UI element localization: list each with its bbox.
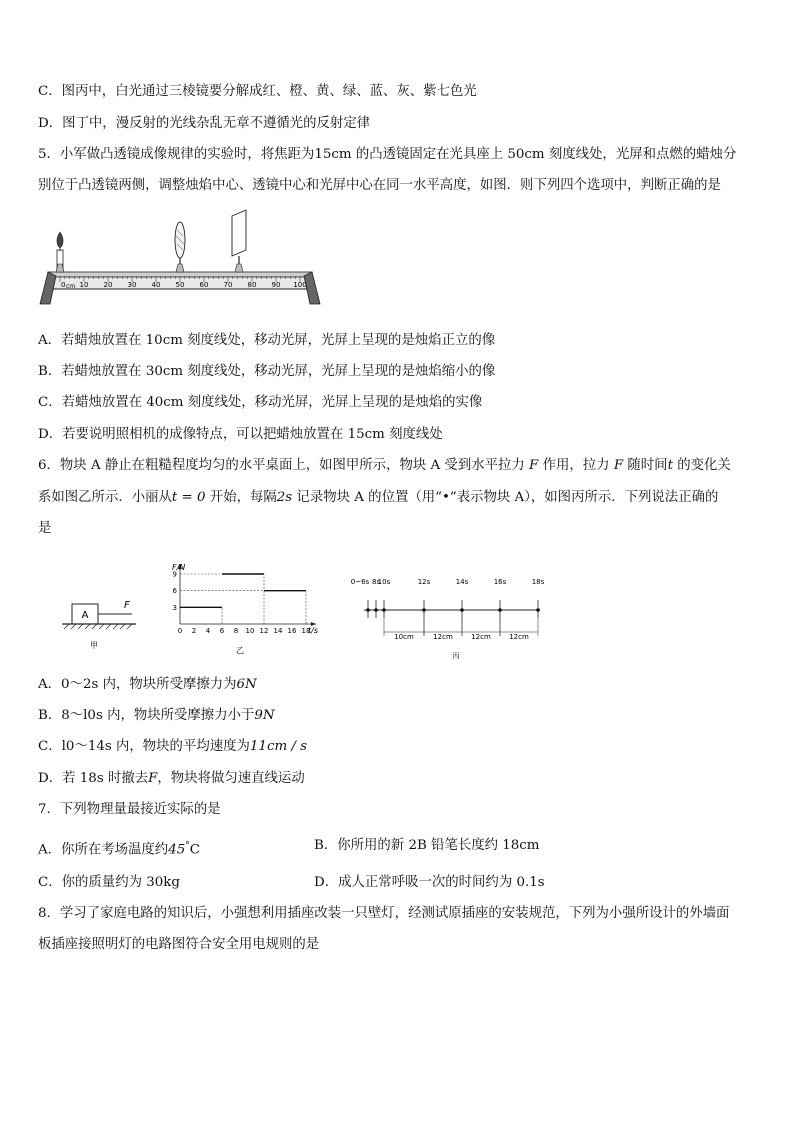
ruler-tick-label: 10	[79, 281, 89, 289]
ruler-tick-label: 80	[247, 281, 257, 289]
x-tick-label: 10	[245, 627, 255, 635]
q6-option-b: B．8～l0s 内，物块所受摩擦力小于9N	[38, 708, 275, 723]
q7-option-d: D．成人正常呼吸一次的时间约为 0.1s	[314, 875, 545, 890]
ruler-tick-label: 30	[127, 281, 137, 289]
distance-label: 10cm	[394, 633, 414, 641]
q5-stem-line1: 5．小军做凸透镜成像规律的实验时，将焦距为15cm 的凸透镜固定在光具座上 50cm 刻度线处，光屏和点燃的蜡烛分	[38, 147, 737, 162]
position-dot	[382, 608, 386, 612]
x-tick-label: 2	[191, 627, 197, 635]
time-label: 14s	[455, 578, 469, 586]
ruler-tick-label: 100	[293, 281, 307, 289]
q6-stem-line3: 是	[38, 521, 52, 536]
q6-option-a: A．0～2s 内，物块所受摩擦力为6N	[38, 677, 257, 692]
ruler-tick-label: 60	[199, 281, 209, 289]
table-hatch	[64, 624, 132, 629]
q6-stem-line2: 系如图乙所示．小丽从t = 0 开始，每隔2s 记录物块 A 的位置（用“•”表示物块 A），如图丙所示．下列说法正确的	[38, 490, 719, 505]
q8-stem-line2: 板插座接照明灯的电路图符合安全用电规则的是	[38, 937, 320, 952]
q7-option-a: A．你所在考场温度约45°C	[38, 841, 200, 858]
caption-jia: 甲	[90, 641, 98, 650]
q7-option-c: C．你的质量约为 30kg	[38, 875, 180, 890]
time-label: 0~6s	[350, 578, 370, 586]
time-label: 18s	[531, 578, 545, 586]
q4-option-d: D．图丁中，漫反射的光线杂乱无章不遵循光的反射定律	[38, 116, 371, 131]
ruler-unit-label: cm	[66, 283, 76, 290]
figure-yi-force-time-chart	[160, 560, 328, 660]
optical-bench-figure	[36, 206, 328, 310]
ruler-tick-label: 50	[175, 281, 185, 289]
q7-option-b: B．你所用的新 2B 铅笔长度约 18cm	[314, 838, 540, 853]
x-tick-label: 18	[301, 627, 311, 635]
q5-option-a: A．若蜡烛放置在 10cm 刻度线处，移动光屏，光屏上呈现的是烛焰正立的像	[38, 333, 496, 348]
convex-lens	[175, 222, 185, 272]
distance-label: 12cm	[471, 633, 491, 641]
force-label: F	[124, 600, 130, 611]
q6-option-d: D．若 18s 时撤去F，物块将做匀速直线运动	[38, 771, 305, 786]
ruler-tick-label: 70	[223, 281, 233, 289]
q8-stem-line1: 8．学习了家庭电路的知识后，小强想利用插座改装一只壁灯，经测试原插座的安装规范，下列为小强所设计的外墙面	[38, 906, 730, 921]
figure-bing-position-record	[340, 570, 550, 662]
position-dot	[374, 608, 378, 612]
position-dot	[422, 608, 426, 612]
q6-option-c: C．l0～14s 内，物块的平均速度为11cm / s	[38, 739, 308, 754]
time-label: 12s	[417, 578, 431, 586]
x-tick-label: 4	[205, 627, 211, 635]
distance-label: 12cm	[433, 633, 453, 641]
ruler-tick-label: 90	[271, 281, 281, 289]
q6-stem-line1: 6．物块 A 静止在粗糙程度均匀的水平桌面上，如图甲所示，物块 A 受到水平拉力 F 作用，拉力 F 随时间t 的变化关	[38, 458, 731, 473]
ruler-tick-label: 40	[151, 281, 161, 289]
caption-bing: 丙	[452, 652, 460, 660]
ruler-tick-label: 20	[103, 281, 113, 289]
x-tick-label: 12	[259, 627, 269, 635]
y-tick-label: 9	[172, 570, 177, 579]
time-label: 10s	[377, 578, 391, 586]
ruler-tick-label: 0	[61, 281, 66, 289]
y-tick-label: 6	[172, 587, 177, 596]
block-label: A	[81, 610, 89, 621]
q7-stem: 7．下列物理量最接近实际的是	[38, 802, 221, 817]
y-axis-label: F/N	[172, 563, 186, 572]
x-tick-label: 0	[177, 627, 183, 635]
x-tick-label: 6	[219, 627, 225, 635]
q4-option-c: C．图丙中，白光通过三棱镜要分解成红、橙、黄、绿、蓝、灰、紫七色光	[38, 84, 477, 99]
q5-option-c: C．若蜡烛放置在 40cm 刻度线处，移动光屏，光屏上呈现的是烛焰的实像	[38, 395, 483, 410]
time-label: 8s	[371, 578, 381, 586]
q5-stem-line2: 别位于凸透镜两侧，调整烛焰中心、透镜中心和光屏中心在同一水平高度，如图．则下列四个选项中，判断正确的是	[38, 178, 721, 193]
q5-option-d: D．若要说明照相机的成像特点，可以把蜡烛放置在 15cm 刻度线处	[38, 427, 443, 442]
q5-option-b: B．若蜡烛放置在 30cm 刻度线处，移动光屏，光屏上呈现的是烛焰缩小的像	[38, 364, 496, 379]
x-tick-label: 16	[287, 627, 297, 635]
candle	[56, 232, 64, 272]
y-tick-label: 3	[172, 603, 177, 612]
position-dot	[536, 608, 540, 612]
caption-yi: 乙	[236, 646, 244, 655]
x-axis-label: t/s	[308, 626, 318, 635]
distance-label: 12cm	[509, 633, 529, 641]
time-label: 16s	[493, 578, 507, 586]
position-dot	[460, 608, 464, 612]
x-tick-label: 8	[233, 627, 239, 635]
figure-jia	[58, 596, 148, 656]
position-dot	[498, 608, 502, 612]
light-screen	[232, 210, 246, 272]
x-tick-label: 14	[273, 627, 283, 635]
position-dot	[366, 608, 370, 612]
